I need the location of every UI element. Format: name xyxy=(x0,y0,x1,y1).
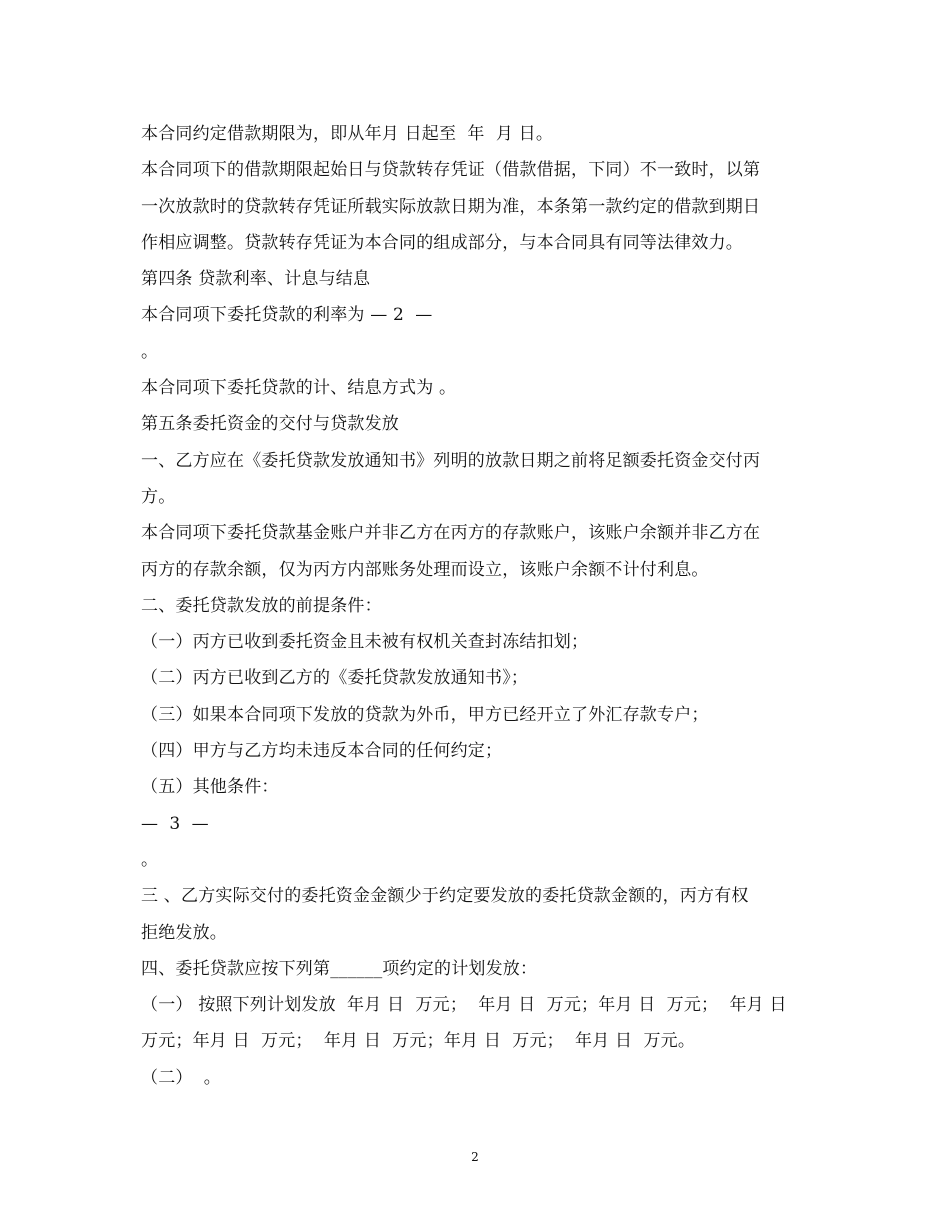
page-number: 2 xyxy=(471,1150,479,1164)
list-item: （二）丙方已收到乙方的《委托贷款发放通知书》； xyxy=(141,668,529,689)
list-item: （一）丙方已收到委托资金且未被有权机关查封冻结扣划； xyxy=(141,632,589,653)
list-item: （一） 按照下列计划发放 年月 日 万元； 年月 日 万元；年月 日 万元； 年月 日 xyxy=(141,995,787,1016)
text-line: 二、委托贷款发放的前提条件： xyxy=(141,595,382,616)
text-line: 本合同项下委托贷款的计、结息方式为 。 xyxy=(141,378,457,399)
list-item: （三）如果本合同项下发放的贷款为外币，甲方已经开立了外汇存款专户； xyxy=(141,704,709,725)
text-line: 四、委托贷款应按下列第______项约定的计划发放： xyxy=(141,958,538,979)
text-line: 。 xyxy=(141,849,159,870)
text-line: 本合同项下的借款期限起始日与贷款转存凭证（借款借据，下同）不一致时，以第 xyxy=(141,160,761,181)
text-line: 本合同约定借款期限为，即从年月 日起至 年 月 日。 xyxy=(141,124,554,144)
list-item: （二） 。 xyxy=(141,1067,222,1088)
text-line: 万元；年月 日 万元； 年月 日 万元；年月 日 万元； 年月 日 万元。 xyxy=(141,1031,696,1052)
section-heading-article-5: 第五条委托资金的交付与贷款发放 xyxy=(141,414,399,435)
text-line: 本合同项下委托贷款的利率为 — 2 — xyxy=(141,305,433,326)
text-line: 丙方的存款余额，仅为丙方内部账务处理而设立，该账户余额不计付利息。 xyxy=(141,559,709,580)
section-heading-article-4: 第四条 贷款利率、计息与结息 xyxy=(141,269,371,290)
text-line: — 3 — xyxy=(141,813,209,834)
text-line: 三 、乙方实际交付的委托资金金额少于约定要发放的委托贷款金额的，丙方有权 xyxy=(141,886,749,907)
text-line: 一、乙方应在《委托贷款发放通知书》列明的放款日期之前将足额委托资金交付丙 xyxy=(141,450,761,471)
document-body xyxy=(141,116,821,1096)
list-item: （五）其他条件： xyxy=(141,777,279,798)
text-line: 作相应调整。贷款转存凭证为本合同的组成部分，与本合同具有同等法律效力。 xyxy=(141,232,743,253)
text-line: 。 xyxy=(141,341,159,362)
text-line: 一次放款时的贷款转存凭证所载实际放款日期为准，本条第一款约定的借款到期日 xyxy=(141,196,761,217)
text-line: 拒绝发放。 xyxy=(141,922,227,943)
list-item: （四）甲方与乙方均未违反本合同的任何约定； xyxy=(141,741,503,762)
text-line: 方。 xyxy=(141,486,176,507)
text-line: 本合同项下委托贷款基金账户并非乙方在丙方的存款账户，该账户余额并非乙方在 xyxy=(141,523,761,544)
